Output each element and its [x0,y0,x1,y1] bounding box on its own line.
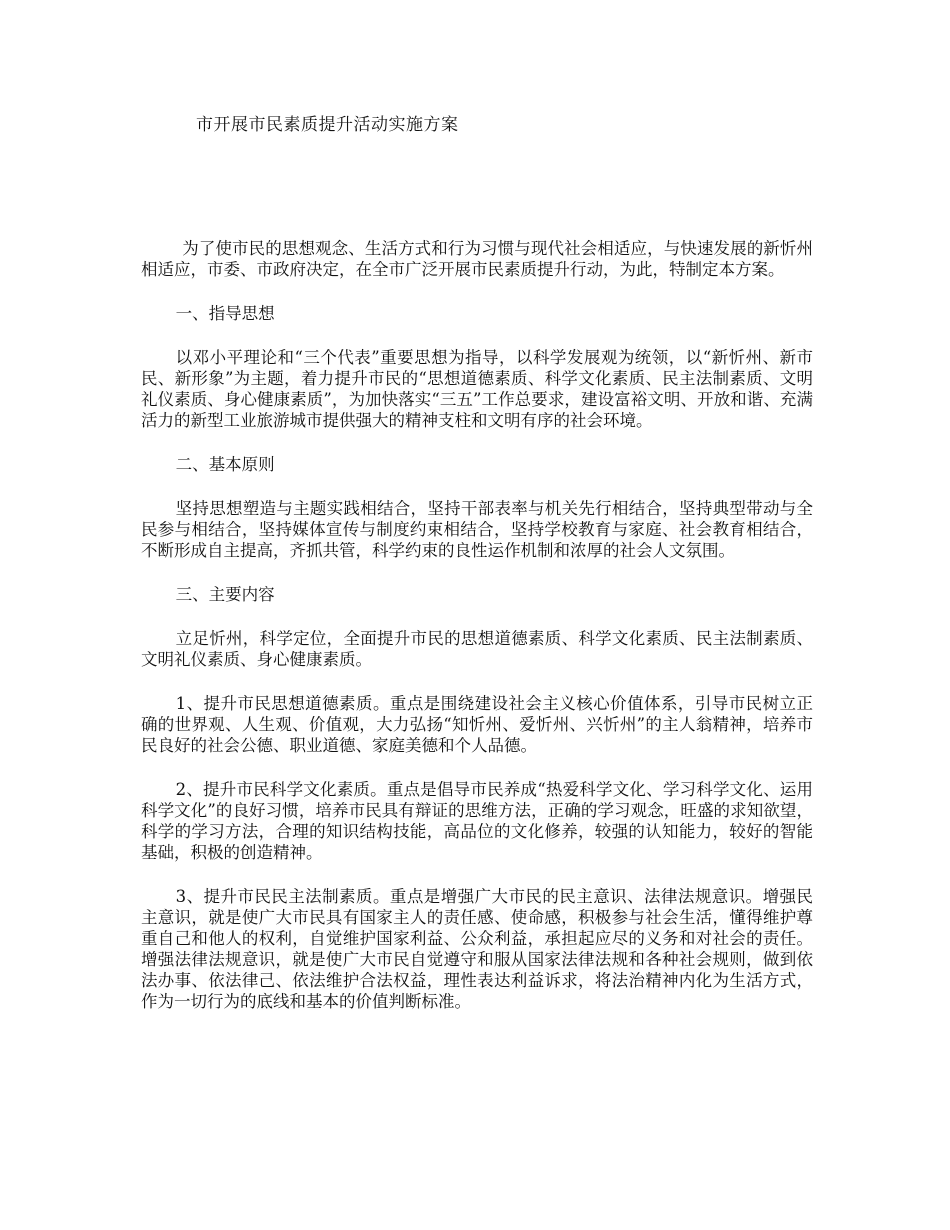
document-body [141,238,813,1035]
section-paragraph-basic-principles: 坚持思想塑造与主题实践相结合，坚持干部表率与机关先行相结合，坚持典型带动与全民参与相结合，坚持媒体宣传与制度约束相结合，坚持学校教育与家庭、社会教育相结合，不断形成自主提高，齐抓共管，科学约束的良性运作机制和浓厚的社会人文氛围。 [141,499,813,560]
content-item-democracy-law-quality: 3、提升市民民主法制素质。重点是增强广大市民的民主意识、法律法规意识。增强民主意识，就是使广大市民具有国家主人的责任感、使命感，积极参与社会生活，懂得维护尊重自己和他人的权利，自觉维护国家利益、公众利益，承担起应尽的义务和对社会的责任。增强法律法规意识，就是使广大市民自觉遵守和服从国家法律法规和各种社会规则，做到依法办事、依法律己、依法维护合法权益，理性表达利益诉求，将法治精神内化为生活方式，作为一切行为的底线和基本的价值判断标准。 [141,887,813,1011]
section-heading-basic-principles: 二、基本原则 [175,455,275,474]
section-heading-guiding-ideology: 一、指导思想 [175,304,275,323]
content-item-science-culture-quality: 2、提升市民科学文化素质。重点是倡导市民养成“热爱科学文化、学习科学文化、运用科学文化”的良好习惯，培养市民具有辩证的思维方法，正确的学习观念，旺盛的求知欲望，科学的学习方法，合理的知识结构技能，高品位的文化修养，较强的认知能力，较好的智能基础，积极的创造精神。 [141,780,813,862]
section-paragraph-main-content: 立足忻州，科学定位，全面提升市民的思想道德素质、科学文化素质、民主法制素质、文明礼仪素质、身心健康素质。 [141,629,813,669]
intro-paragraph: 为了使市民的思想观念、生活方式和行为习惯与现代社会相适应，与快速发展的新忻州相适应，市委、市政府决定，在全市广泛开展市民素质提升行动，为此，特制定本方案。 [141,239,813,279]
section-paragraph-guiding-ideology: 以邓小平理论和“三个代表”重要思想为指导，以科学发展观为统领，以“新忻州、新市民、新形象”为主题，着力提升市民的“思想道德素质、科学文化素质、民主法制素质、文明礼仪素质、身心健康素质”，为加快落实“三五”工作总要求，建设富裕文明、开放和谐、充满活力的新型工业旅游城市提供强大的精神支柱和文明有序的社会环境。 [141,348,813,430]
document-title: 市开展市民素质提升活动实施方案 [196,115,459,135]
content-item-moral-quality: 1、提升市民思想道德素质。重点是围绕建设社会主义核心价值体系，引导市民树立正确的世界观、人生观、价值观，大力弘扬“知忻州、爱忻州、兴忻州”的主人翁精神，培养市民良好的社会公德、职业道德、家庭美德和个人品德。 [141,694,813,755]
section-heading-main-content: 三、主要内容 [175,585,275,604]
